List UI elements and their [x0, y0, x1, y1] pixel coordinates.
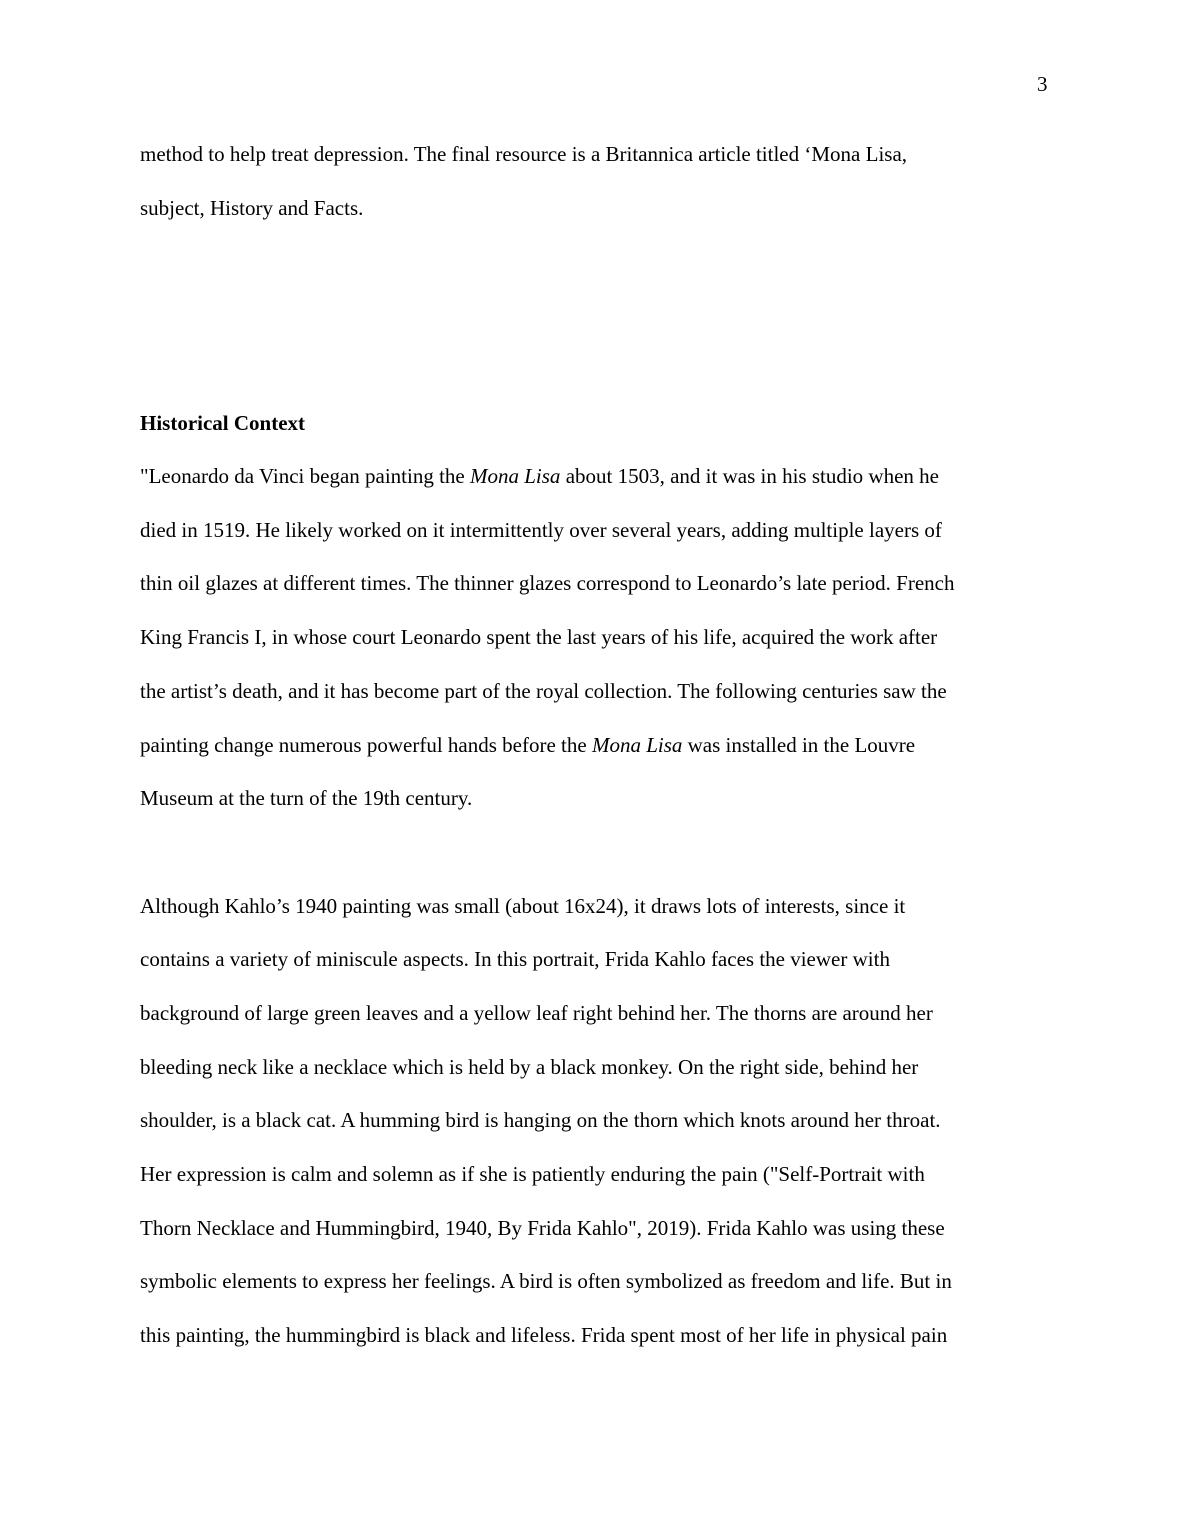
- text-line: [140, 462, 939, 490]
- text-line: the artist’s death, and it has become part of the royal collection. The following centuries saw the: [140, 679, 947, 703]
- text-line: contains a variety of miniscule aspects. In this portrait, Frida Kahlo faces the viewer with: [140, 947, 890, 971]
- text-line: bleeding neck like a necklace which is held by a black monkey. On the right side, behind her: [140, 1055, 919, 1079]
- text-line: symbolic elements to express her feelings. A bird is often symbolized as freedom and life. But in: [140, 1269, 952, 1293]
- artwork-title: Mona Lisa: [591, 733, 683, 757]
- artwork-title: Mona Lisa: [470, 464, 561, 488]
- text-line: Thorn Necklace and Hummingbird, 1940, By Frida Kahlo", 2019). Frida Kahlo was using these: [140, 1216, 945, 1240]
- text-line: thin oil glazes at different times. The thinner glazes correspond to Leonardo’s late period. French: [140, 571, 955, 595]
- section-heading: Historical Context: [140, 411, 306, 435]
- text-run: about 1503, and it was in his studio when he: [560, 464, 939, 488]
- page-number: 3: [1037, 72, 1048, 96]
- text-run: painting change numerous powerful hands before the: [140, 733, 592, 757]
- text-line: shoulder, is a black cat. A humming bird is hanging on the thorn which knots around her throat.: [140, 1108, 941, 1132]
- text-run: was installed in the Louvre: [682, 733, 916, 757]
- text-line: this painting, the hummingbird is black and lifeless. Frida spent most of her life in physical pain: [140, 1323, 948, 1347]
- text-line: King Francis I, in whose court Leonardo spent the last years of his life, acquired the work after: [140, 625, 938, 649]
- text-line: Museum at the turn of the 19th century.: [140, 786, 473, 810]
- text-line: method to help treat depression. The final resource is a Britannica article titled ‘Mona Lisa,: [140, 142, 908, 166]
- text-line: background of large green leaves and a yellow leaf right behind her. The thorns are around her: [140, 1001, 933, 1025]
- text-line: Although Kahlo’s 1940 painting was small (about 16x24), it draws lots of interests, since it: [140, 894, 906, 918]
- text-line: [140, 731, 915, 759]
- text-run: "Leonardo da Vinci began painting the: [140, 464, 470, 488]
- text-line: died in 1519. He likely worked on it intermittently over several years, adding multiple layers of: [140, 518, 942, 542]
- text-line: Her expression is calm and solemn as if she is patiently enduring the pain ("Self-Portrait with: [140, 1162, 925, 1186]
- text-line: subject, History and Facts.: [140, 196, 364, 220]
